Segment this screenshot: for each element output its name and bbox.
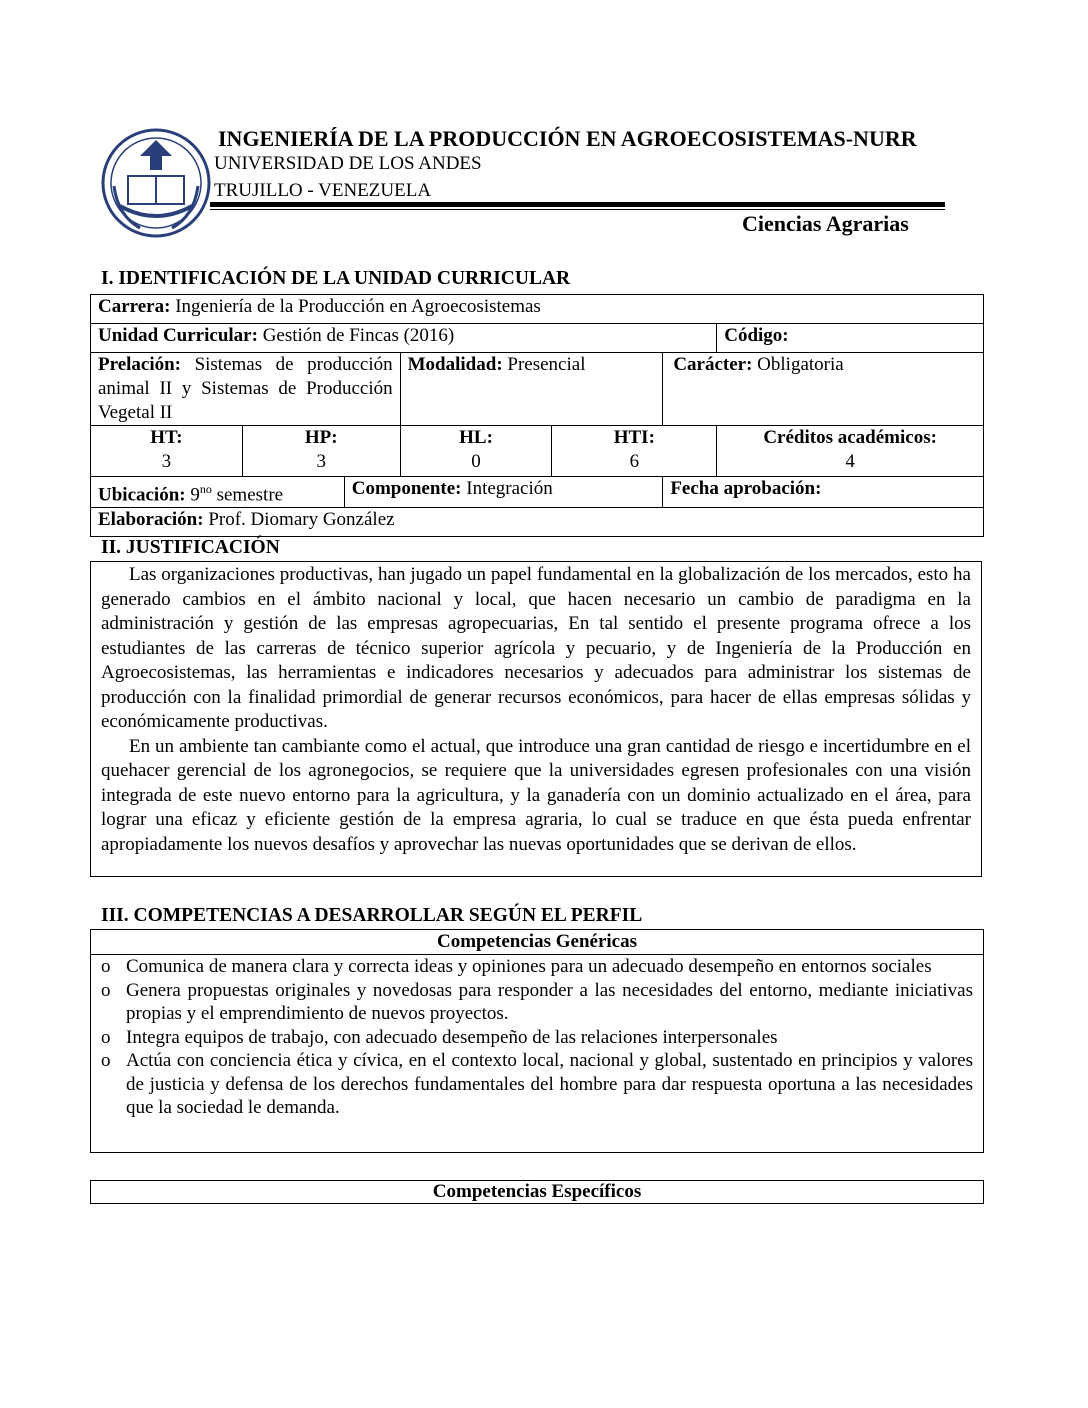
hours-cell-hl: HL: 0 (400, 426, 552, 477)
section-2-title: II. JUSTIFICACIÓN (101, 537, 280, 558)
university-name: UNIVERSIDAD DE LOS ANDES (214, 153, 482, 174)
justification-paragraph: Las organizaciones productivas, han jugado un papel fundamental en la globalización de los mercados, esto ha generado cambios en el ámbito nacional y local, que hacen necesario un cambio de paradigma en la administración y gestión de las empresas agropecuarias, En tal sentido el presente programa ofrece a los estudiantes de las carreras de técnico superior agrícola y pecuario, y de Ingeniería de la Producción en Agroecosistemas, las herramientas e indicadores necesarios y adecuados para administrar los sistemas de producción con la finalidad primordial de generar recursos económicos, para hacer de ellas empresas sólidas y económicamente productivas. (101, 564, 971, 732)
prelacion-cell: Prelación: Sistemas de producción animal II y Sistemas de Producción Vegetal II (91, 353, 401, 426)
elaboracion-cell: Elaboración: Prof. Diomary González (91, 508, 984, 537)
section-1-title: I. IDENTIFICACIÓN DE LA UNIDAD CURRICULAR (101, 268, 571, 289)
hours-cell-hti: HTI: 6 (552, 426, 717, 477)
componente-cell: Componente: Integración (344, 477, 663, 508)
section-3-title: III. COMPETENCIAS A DESARROLLAR SEGÚN EL PERFIL (101, 905, 643, 926)
carrera-cell: Carrera: Ingeniería de la Producción en Agroecosistemas (91, 295, 984, 324)
unidad-cell: Unidad Curricular: Gestión de Fincas (2016) (91, 324, 717, 353)
generic-competencies-list (91, 955, 983, 1120)
list-item: o Actúa con conciencia ética y cívica, en el contexto local, nacional y global, sustentado en principios y valores de justicia y defensa de los derechos fundamentales del hombre para dar respuesta oportuna a las necesidades que la sociedad le demanda. (101, 1050, 973, 1118)
specific-competencies-title: Competencias Específicos (90, 1180, 984, 1204)
hours-cell-creditos: Créditos académicos: 4 (717, 426, 984, 477)
bullet: o (101, 979, 111, 1001)
hours-cell-hp: HP: 3 (242, 426, 400, 477)
generic-competencies-box (90, 929, 984, 1153)
header-rule (210, 202, 945, 207)
caracter-cell: Carácter: Obligatoria (663, 353, 984, 426)
fecha-cell: Fecha aprobación: (663, 477, 984, 508)
ubicacion-cell: Ubicación: $9^{no}$ semestre (91, 477, 345, 508)
identification-table (90, 294, 984, 537)
generic-competencies-title: Competencias Genéricas (91, 930, 983, 955)
codigo-cell: Código: (717, 324, 984, 353)
university-location: TRUJILLO - VENEZUELA (214, 180, 432, 201)
bullet: o (101, 1026, 111, 1048)
list-item: o Comunica de manera clara y correcta ideas y opiniones para un adecuado desempeño en entornos sociales (101, 956, 932, 977)
bullet: o (101, 956, 111, 977)
list-item: o Genera propuestas originales y novedosas para responder a las necesidades del entorno, mediante iniciativas propias y el emprendimiento de nuevos proyectos. (101, 979, 973, 1024)
program-title: INGENIERÍA DE LA PRODUCCIÓN EN AGROECOSISTEMAS-NURR (218, 126, 917, 151)
university-seal-icon (100, 126, 212, 240)
bullet: o (101, 1050, 111, 1071)
header-rule-thin (210, 209, 945, 210)
hours-cell-ht: HT: 3 (91, 426, 243, 477)
area-name: Ciencias Agrarias (742, 211, 909, 236)
justification-paragraph: En un ambiente tan cambiante como el actual, que introduce una gran cantidad de riesgo e incertidumbre en el quehacer gerencial de los agronegocios, se requiere que la universidades egresen profesionales con una visión integrada de este nuevo entorno para la agricultura, y la ganadería con un dominio actualizado en el área, para lograr una eficaz y eficiente gestión de la empresa agraria, lo cual se traduce en que ésta pueda enfrentar apropiadamente los nuevos desafíos y aprovechar las nuevas oportunidades que se derivan de ellos. (101, 735, 971, 855)
list-item: o Integra equipos de trabajo, con adecuado desempeño de las relaciones interpersonales (101, 1026, 778, 1048)
justification-box (90, 561, 982, 877)
modalidad-cell: Modalidad: Presencial (400, 353, 663, 426)
